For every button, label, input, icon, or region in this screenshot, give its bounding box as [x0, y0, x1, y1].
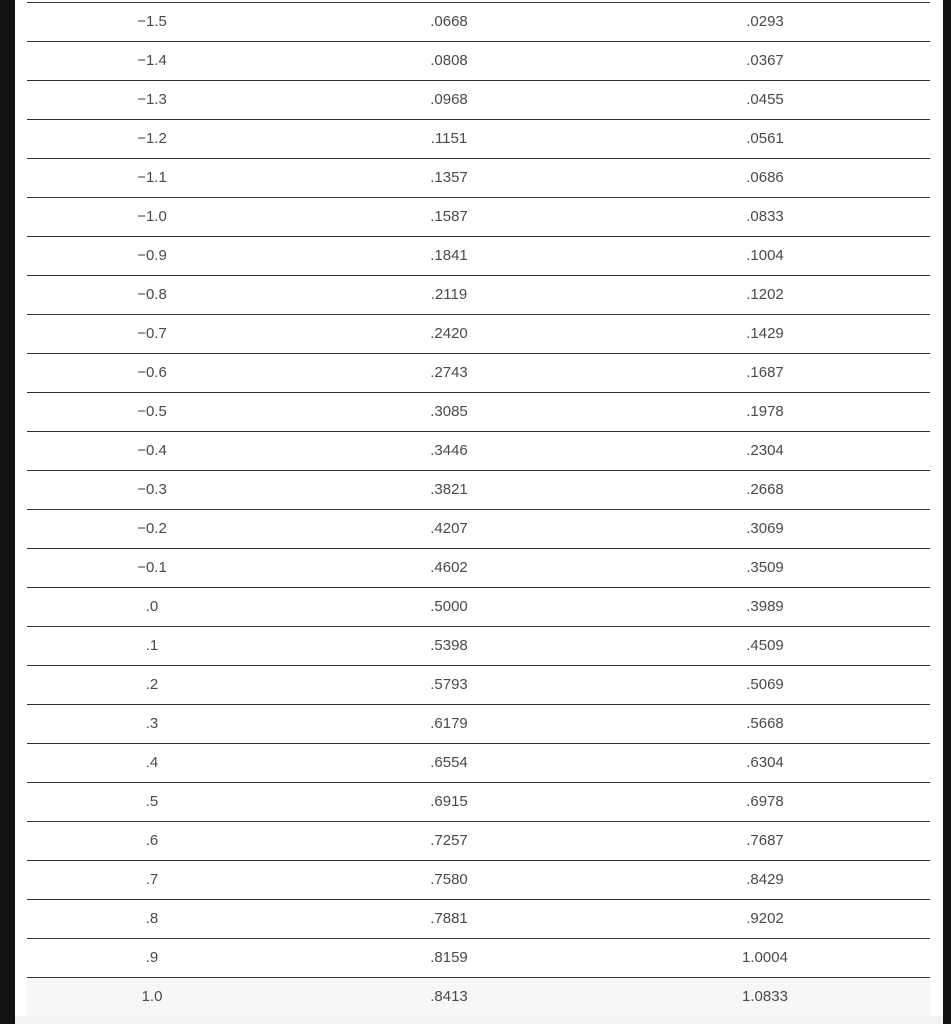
value-cell: .8429: [746, 871, 784, 888]
cumulative-value-cell: .1841: [430, 247, 468, 264]
page-bottom-strip: [15, 1016, 943, 1024]
z-value-cell: −0.3: [137, 481, 167, 498]
value-cell: .1687: [746, 364, 784, 381]
table-row: [27, 744, 930, 783]
z-value-cell: −0.7: [137, 325, 167, 342]
table-row: [27, 81, 930, 120]
value-cell: .2304: [746, 442, 784, 459]
table-row: [27, 198, 930, 237]
cumulative-value-cell: .1357: [430, 169, 468, 186]
value-cell: .3069: [746, 520, 784, 537]
cumulative-value-cell: .0968: [430, 91, 468, 108]
cumulative-value-cell: .6179: [430, 715, 468, 732]
cumulative-value-cell: .2420: [430, 325, 468, 342]
z-value-cell: −1.4: [137, 52, 167, 69]
value-cell: .0367: [746, 52, 784, 69]
value-cell: .1202: [746, 286, 784, 303]
cumulative-value-cell: .1587: [430, 208, 468, 225]
table-row: [27, 471, 930, 510]
z-value-cell: −0.4: [137, 442, 167, 459]
table-row: [27, 822, 930, 861]
cumulative-value-cell: .3085: [430, 403, 468, 420]
table-row: [27, 432, 930, 471]
value-cell: .1978: [746, 403, 784, 420]
value-cell: 1.0833: [742, 988, 788, 1005]
cumulative-value-cell: .3821: [430, 481, 468, 498]
cumulative-value-cell: .1151: [430, 130, 468, 147]
table-row: [27, 315, 930, 354]
cumulative-value-cell: .7881: [430, 910, 468, 927]
table-row: [27, 666, 930, 705]
value-cell: .9202: [746, 910, 784, 927]
table-row: [27, 705, 930, 744]
value-cell: .0293: [746, 13, 784, 30]
cumulative-value-cell: .6915: [430, 793, 468, 810]
table-row: [27, 42, 930, 81]
z-value-cell: −0.9: [137, 247, 167, 264]
table-row: [27, 978, 930, 1017]
z-value-cell: .8: [145, 910, 159, 927]
value-cell: .3509: [746, 559, 784, 576]
table-row: [27, 627, 930, 666]
value-cell: .0561: [746, 130, 784, 147]
value-cell: 1.0004: [742, 949, 788, 966]
z-value-cell: −0.6: [137, 364, 167, 381]
table-row: [27, 354, 930, 393]
document-page: [15, 0, 943, 1024]
table-row: [27, 939, 930, 978]
z-value-cell: .5: [145, 793, 159, 810]
z-value-cell: .9: [145, 949, 159, 966]
table-row: [27, 393, 930, 432]
cumulative-value-cell: .8159: [430, 949, 468, 966]
z-value-cell: .1: [145, 637, 159, 654]
cumulative-value-cell: .4602: [430, 559, 468, 576]
cumulative-value-cell: .3446: [430, 442, 468, 459]
value-cell: .3989: [746, 598, 784, 615]
table-row: [27, 549, 930, 588]
z-value-cell: .0: [145, 598, 159, 615]
cumulative-value-cell: .2119: [430, 286, 468, 303]
table-row: [27, 861, 930, 900]
z-value-cell: −1.2: [137, 130, 167, 147]
cumulative-value-cell: .5793: [430, 676, 468, 693]
z-value-cell: −1.0: [137, 208, 167, 225]
z-value-cell: .4: [145, 754, 159, 771]
value-cell: .1429: [746, 325, 784, 342]
value-cell: .0833: [746, 208, 784, 225]
z-value-cell: −1.5: [137, 13, 167, 30]
value-cell: .5069: [746, 676, 784, 693]
table-row: [27, 900, 930, 939]
z-value-cell: −0.1: [137, 559, 167, 576]
value-cell: .6304: [746, 754, 784, 771]
z-value-cell: −0.5: [137, 403, 167, 420]
table-row: [27, 510, 930, 549]
cumulative-value-cell: .8413: [430, 988, 468, 1005]
table-row: [27, 783, 930, 822]
cumulative-value-cell: .7257: [430, 832, 468, 849]
value-table: [27, 2, 930, 1017]
value-cell: .4509: [746, 637, 784, 654]
z-value-cell: .3: [145, 715, 159, 732]
cumulative-value-cell: .5000: [430, 598, 468, 615]
value-cell: .0686: [746, 169, 784, 186]
value-cell: .6978: [746, 793, 784, 810]
cumulative-value-cell: .7580: [430, 871, 468, 888]
table-row: [27, 237, 930, 276]
z-value-cell: −0.8: [137, 286, 167, 303]
cumulative-value-cell: .0808: [430, 52, 468, 69]
table-row: [27, 159, 930, 198]
z-value-cell: −0.2: [137, 520, 167, 537]
cumulative-value-cell: .5398: [430, 637, 468, 654]
value-cell: .0455: [746, 91, 784, 108]
cumulative-value-cell: .2743: [430, 364, 468, 381]
cumulative-value-cell: .0668: [430, 13, 468, 30]
cumulative-value-cell: .4207: [430, 520, 468, 537]
z-value-cell: −1.1: [137, 169, 167, 186]
value-cell: .5668: [746, 715, 784, 732]
table-row: [27, 3, 930, 42]
table-row: [27, 120, 930, 159]
z-value-cell: .6: [145, 832, 159, 849]
z-value-cell: −1.3: [137, 91, 167, 108]
z-value-cell: .2: [145, 676, 159, 693]
z-value-cell: 1.0: [141, 988, 163, 1005]
cumulative-value-cell: .6554: [430, 754, 468, 771]
value-cell: .1004: [746, 247, 784, 264]
value-cell: .7687: [746, 832, 784, 849]
z-value-cell: .7: [145, 871, 159, 888]
table-row: [27, 276, 930, 315]
value-cell: .2668: [746, 481, 784, 498]
table-row: [27, 588, 930, 627]
